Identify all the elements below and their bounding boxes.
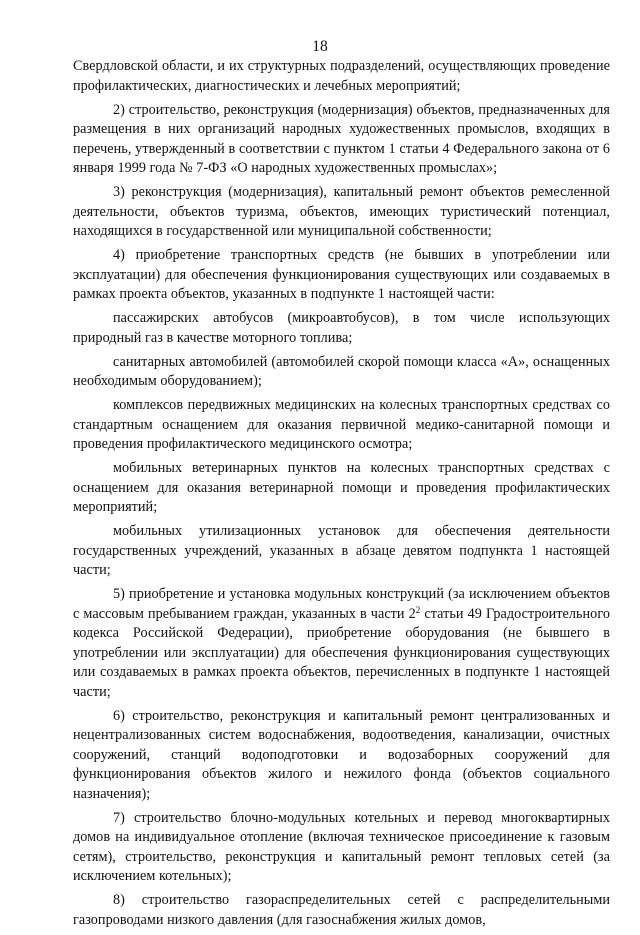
paragraph-item-5 — [73, 585, 610, 702]
paragraph-item-4: 4) приобретение транспортных средств (не бывших в употреблении или эксплуатации) для обеспечения функционирования существующих или создаваемых в рамках проекта объектов, указанных в подпункте 1 настоящей части: — [73, 247, 610, 302]
paragraph-item-6: 6) строительство, реконструкция и капитальный ремонт централизованных и нецентрализованных систем водоснабжения, водоотведения, канализации, очистных сооружений, станций водоподготовки и водозаборных сооружений для функционирования объектов жилого и нежилого фонда (объектов социального назначения); — [73, 707, 610, 802]
superscript: 2 — [415, 604, 421, 615]
paragraph-buses: пассажирских автобусов (микроавтобусов), в том числе использующих природный газ в качестве моторного топлива; — [73, 310, 610, 346]
paragraph-item-5-part1: 5) приобретение и установка модульных конструкций (за исключением объектов с массовым пребыванием граждан, указанных в части 2 — [73, 586, 610, 622]
paragraph-medical-complexes: комплексов передвижных медицинских на колесных транспортных средствах со стандартным оснащением для оказания первичной медико-санитарной помощи и проведения профилактического медицинского осмотра; — [73, 397, 610, 452]
paragraph-veterinary-points: мобильных ветеринарных пунктов на колесных транспортных средствах с оснащением для оказания ветеринарной помощи и проведения профилактических мероприятий; — [73, 460, 610, 515]
paragraph-ambulances: санитарных автомобилей (автомобилей скорой помощи класса «А», оснащенных необходимым оборудованием); — [73, 353, 610, 389]
document-body — [73, 57, 610, 935]
page-number: 18 — [312, 38, 328, 55]
paragraph-continuation: Свердловской области, и их структурных подразделений, осуществляющих проведение профилактических, диагностических и лечебных мероприятий; — [73, 58, 610, 94]
paragraph-item-3: 3) реконструкция (модернизация), капитальный ремонт объектов ремесленной деятельности, объектов туризма, объектов, имеющих туристический потенциал, находящихся в государственной или муниципальной собственности; — [73, 184, 610, 239]
paragraph-item-2: 2) строительство, реконструкция (модернизация) объектов, предназначенных для размещения в них организаций народных художественных промыслов, входящих в перечень, утвержденный в соответствии с пунктом 1 статьи 4 Федерального закона от 6 января 1999 года № 7-ФЗ «О народных художественных промыслах»; — [73, 101, 610, 176]
paragraph-item-8: 8) строительство газораспределительных сетей с распределительными газопроводами низкого давления (для газоснабжения жилых домов, — [73, 892, 610, 928]
paragraph-item-5-part2: статьи 49 Градостроительного кодекса Российской Федерации), приобретение оборудования (не бывшего в употреблении или эксплуатации) для обеспечения функционирования существующих или создаваемых в рамках проекта объектов, перечисленных в подпункте 1 настоящей части; — [73, 605, 610, 700]
paragraph-item-7: 7) строительство блочно-модульных котельных и перевод многоквартирных домов на индивидуальное отопление (включая техническое присоединение к газовым сетям), строительство, реконструкция и капитальный ремонт тепловых сетей (за исключением котельных); — [73, 809, 610, 884]
paragraph-utilization-units: мобильных утилизационных установок для обеспечения деятельности государственных учреждений, указанных в абзаце девятом подпункта 1 настоящей части; — [73, 523, 610, 578]
